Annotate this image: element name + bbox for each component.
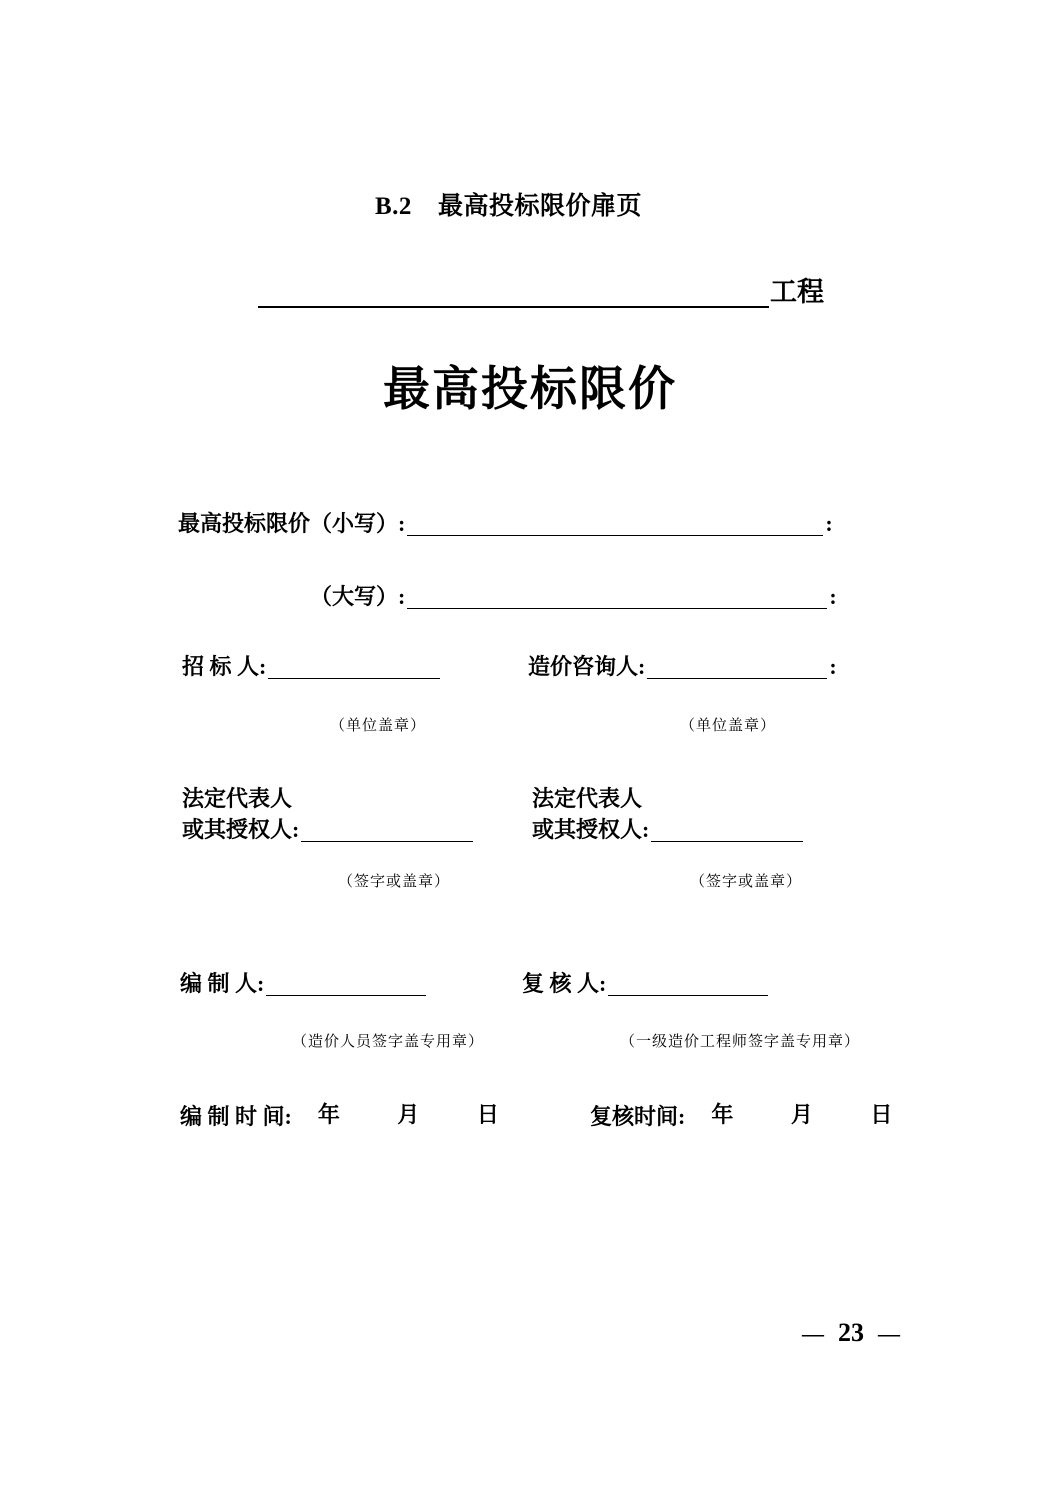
project-name-blank[interactable] (258, 272, 769, 308)
compiler-row (180, 972, 426, 996)
legal-rep-left-label: 法定代表人 (182, 786, 293, 811)
footer-page-number: 23 (838, 1318, 864, 1347)
page-title: 最高投标限价 (383, 364, 677, 416)
section-title: 最高投标限价扉页 (437, 193, 642, 220)
authorized-person-right-row (532, 818, 803, 842)
cost-consultant-row (528, 655, 837, 679)
amount-uppercase-label: （大写）: (310, 584, 406, 609)
review-date-value[interactable]: 年 月 日 (711, 1102, 919, 1127)
amount-lowercase-input[interactable] (407, 513, 823, 536)
signature-note-right: （签字或盖章） (690, 874, 803, 890)
signature-note-left: （签字或盖章） (338, 874, 451, 890)
footer-dash-left: — (802, 1321, 824, 1346)
section-number: B.2 (375, 193, 412, 220)
amount-uppercase-row (310, 585, 837, 609)
cost-consultant-label: 造价咨询人: (528, 654, 646, 679)
project-name-suffix: 工程 (770, 277, 824, 307)
authorized-person-left-label: 或其授权人: (182, 817, 300, 842)
authorized-person-left-input[interactable] (301, 819, 473, 842)
compiler-label: 编 制 人: (180, 971, 265, 996)
tenderer-input[interactable] (268, 656, 440, 679)
authorized-person-left-row (182, 818, 473, 842)
cost-consultant-input[interactable] (647, 656, 827, 679)
reviewer-label: 复 核 人: (522, 971, 607, 996)
compiler-input[interactable] (266, 973, 426, 996)
compile-date-row (180, 1098, 525, 1129)
compiler-seal-note: （造价人员签字盖专用章） (292, 1034, 485, 1050)
amount-lowercase-row (178, 512, 833, 536)
compile-date-value[interactable]: 年 月 日 (317, 1102, 525, 1127)
review-date-row (590, 1098, 918, 1129)
authorized-person-right-label: 或其授权人: (532, 817, 650, 842)
tenderer-label: 招 标 人: (182, 654, 267, 679)
amount-lowercase-label: 最高投标限价（小写）: (178, 511, 406, 536)
amount-lowercase-tail: : (825, 511, 833, 536)
project-name-row (258, 268, 824, 308)
cost-consultant-tail: : (829, 654, 837, 679)
reviewer-input[interactable] (608, 973, 768, 996)
cost-consultant-seal-note: （单位盖章） (680, 718, 777, 734)
compile-date-label: 编 制 时 间: (180, 1103, 292, 1129)
reviewer-row (522, 972, 768, 996)
legal-rep-right-label: 法定代表人 (532, 786, 643, 811)
tenderer-seal-note: （单位盖章） (330, 718, 427, 734)
footer-dash-right: — (878, 1321, 900, 1346)
amount-uppercase-input[interactable] (407, 586, 827, 609)
amount-uppercase-tail: : (829, 584, 837, 609)
tenderer-row (182, 655, 440, 679)
authorized-person-right-input[interactable] (651, 819, 803, 842)
review-date-label: 复核时间: (590, 1103, 686, 1129)
reviewer-seal-note: （一级造价工程师签字盖专用章） (620, 1034, 861, 1050)
section-heading (375, 186, 642, 222)
